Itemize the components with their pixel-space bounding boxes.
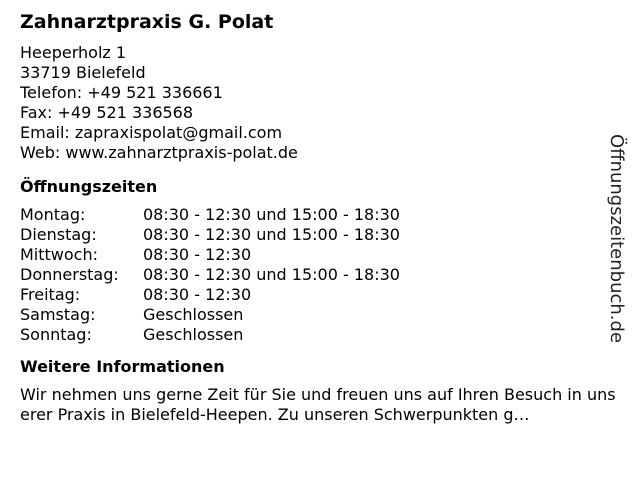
opening-hours-table — [20, 205, 620, 345]
hours-row-monday — [20, 205, 620, 225]
hours-time: 08:30 - 12:30 — [143, 245, 252, 264]
hours-row-sunday — [20, 325, 620, 345]
hours-time: Geschlossen — [143, 325, 244, 344]
hours-row-friday — [20, 285, 620, 305]
city-address: 33719 Bielefeld — [20, 63, 146, 82]
hours-row-tuesday — [20, 225, 620, 245]
hours-day: Mittwoch: — [20, 245, 98, 264]
further-info-heading: Weitere Informationen — [20, 357, 225, 376]
hours-time: 08:30 - 12:30 und 15:00 - 18:30 — [143, 265, 400, 284]
contact-block — [20, 43, 620, 163]
fax-number: Fax: +49 521 336568 — [20, 103, 194, 122]
hours-row-wednesday — [20, 245, 620, 265]
hours-time: 08:30 - 12:30 und 15:00 - 18:30 — [143, 225, 400, 244]
hours-day: Dienstag: — [20, 225, 97, 244]
website: Web: www.zahnarztpraxis-polat.de — [20, 143, 298, 162]
practice-name: Zahnarztpraxis G. Polat — [20, 11, 274, 33]
hours-row-thursday — [20, 265, 620, 285]
hours-time: Geschlossen — [143, 305, 244, 324]
hours-day: Sonntag: — [20, 325, 92, 344]
hours-row-saturday — [20, 305, 620, 325]
further-info-text: Wir nehmen uns gerne Zeit für Sie und freuen uns auf Ihren Besuch in unserer Praxis in Bielefeld-Heepen. Zu unseren Schwerpunkten g… — [20, 385, 616, 424]
hours-day: Freitag: — [20, 285, 81, 304]
hours-time: 08:30 - 12:30 und 15:00 - 18:30 — [143, 205, 400, 224]
email-address: Email: zapraxispolat@gmail.com — [20, 123, 283, 142]
practice-card — [20, 10, 620, 425]
opening-hours-heading: Öffnungszeiten — [20, 177, 158, 196]
hours-day: Donnerstag: — [20, 265, 119, 284]
hours-day: Samstag: — [20, 305, 96, 324]
phone-number: Telefon: +49 521 336661 — [20, 83, 223, 102]
site-watermark: Öffnungszeitenbuch.de — [606, 134, 627, 344]
hours-time: 08:30 - 12:30 — [143, 285, 252, 304]
hours-day: Montag: — [20, 205, 86, 224]
street-address: Heeperholz 1 — [20, 43, 127, 62]
